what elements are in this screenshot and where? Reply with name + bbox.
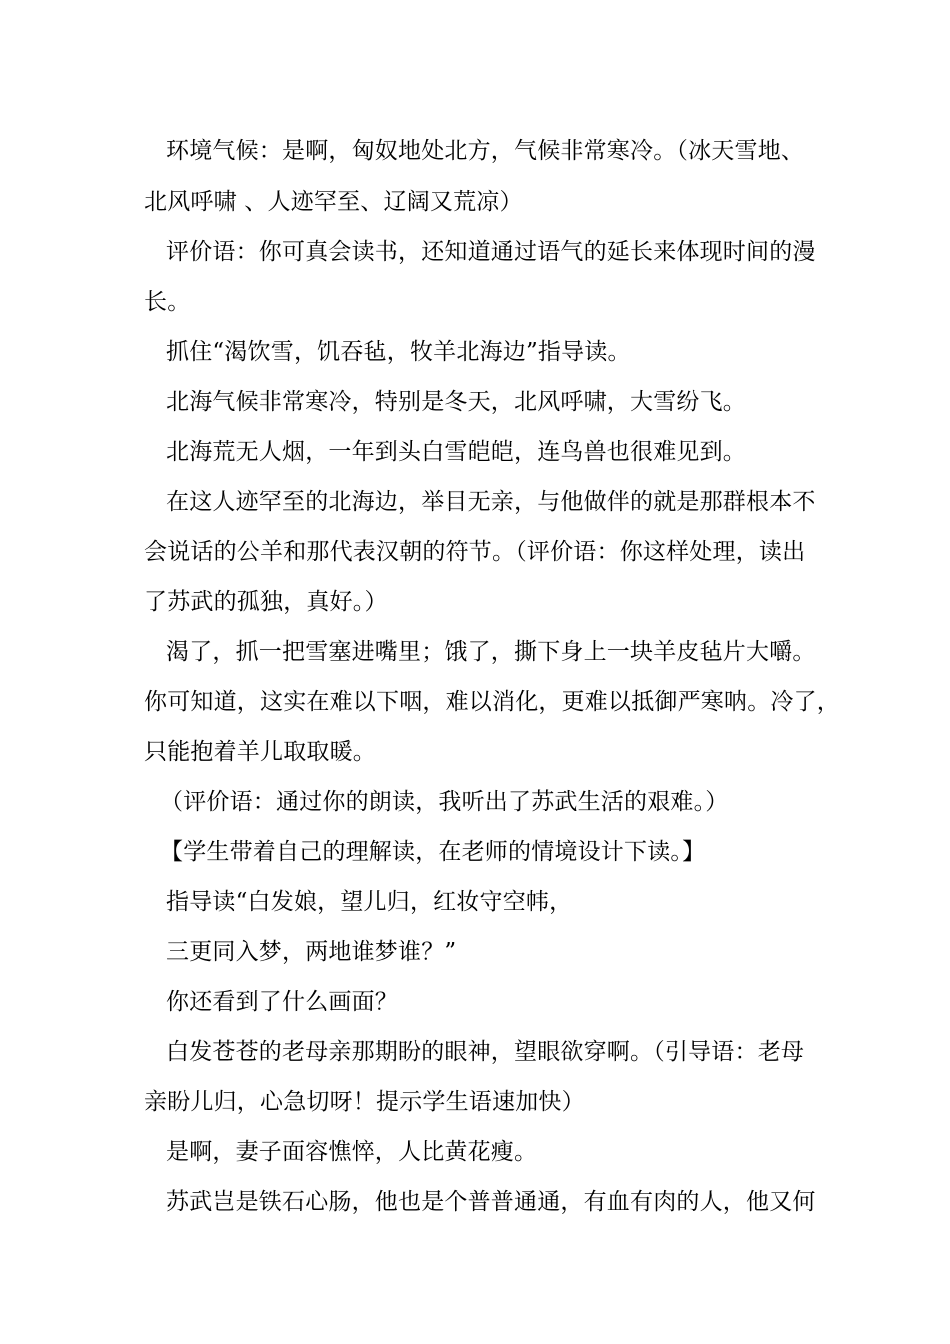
text-line: 你可知道，这实在难以下咽，难以消化，更难以抵御严寒呐。冷了， <box>144 689 840 715</box>
text-line: 【学生带着自己的理解读，在老师的情境设计下读。】 <box>160 839 706 865</box>
text-line: 北风呼啸 、人迹罕至、辽阔又荒凉） <box>144 189 523 215</box>
text-line: 亲盼儿归，心急切呀！提示学生语速加快） <box>144 1089 585 1115</box>
text-line: 环境气候：是啊，匈奴地处北方，气候非常寒冷。（冰天雪地、 <box>166 138 805 164</box>
text-line: 指导读“白发娘，望儿归，红妆守空帏， <box>166 889 573 915</box>
text-line: 你还看到了什么画面？ <box>166 989 398 1015</box>
text-line: 白发苍苍的老母亲那期盼的眼神，望眼欲穿啊。（引导语：老母 <box>166 1039 805 1065</box>
text-line: （评价语：通过你的朗读，我听出了苏武生活的艰难。） <box>160 789 729 815</box>
text-line: 会说话的公羊和那代表汉朝的符节。（评价语：你这样处理，读出 <box>144 539 806 565</box>
text-line: 抓住“渴饮雪，饥吞毡，牧羊北海边”指导读。 <box>166 339 631 365</box>
text-line: 是啊，妻子面容憔悴，人比黄花瘦。 <box>166 1139 538 1165</box>
text-line: 长。 <box>144 289 191 315</box>
text-line: 三更同入梦，两地谁梦谁？” <box>166 939 457 965</box>
text-line: 了苏武的孤独，真好。） <box>144 589 388 615</box>
text-line: 苏武岂是铁石心肠，他也是个普普通通，有血有肉的人，他又何 <box>166 1189 816 1215</box>
text-line: 在这人迹罕至的北海边，举目无亲，与他做伴的就是那群根本不 <box>166 489 816 515</box>
text-line: 只能抱着羊儿取取暖。 <box>144 739 376 765</box>
text-line: 北海气候非常寒冷，特别是冬天，北风呼啸，大雪纷飞。 <box>166 389 746 415</box>
text-line: 渴了，抓一把雪塞进嘴里；饿了，撕下身上一块羊皮毡片大嚼。 <box>166 639 816 665</box>
text-line: 评价语：你可真会读书，还知道通过语气的延长来体现时间的漫 <box>166 239 816 265</box>
text-line: 北海荒无人烟，一年到头白雪皑皑，连鸟兽也很难见到。 <box>166 439 746 465</box>
